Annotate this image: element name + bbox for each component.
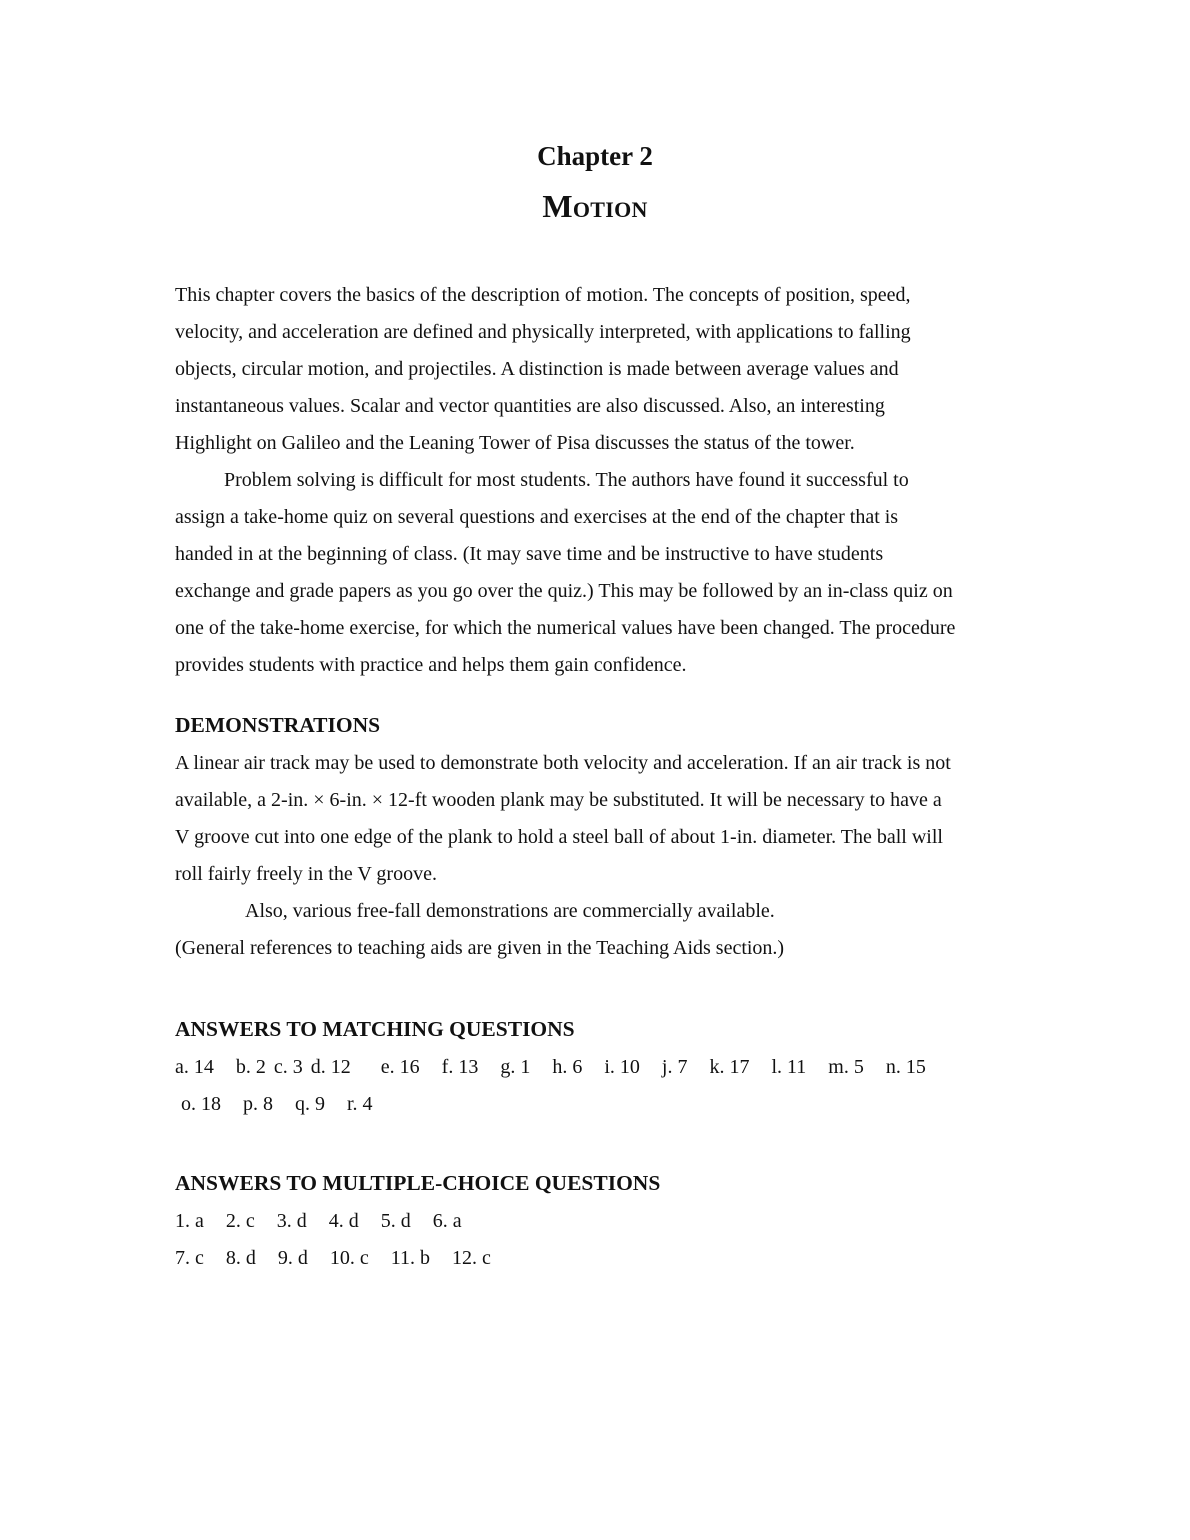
demonstrations-paragraph-1 [175,745,1025,893]
text-line: available, a 2-in. × 6-in. × 12-ft wooden plank may be substituted. It will be necessary to have a [175,789,942,811]
answer-item: b. 2 [235,1056,266,1078]
intro-paragraph-2 [175,462,1025,684]
answer-item: 4. d [328,1210,359,1232]
answer-item: 2. c [225,1210,255,1232]
answer-item: q. 9 [295,1093,325,1115]
answer-item: 12. c [452,1247,491,1269]
text-line: provides students with practice and helps them gain confidence. [175,654,687,676]
answer-item: 6. a [432,1210,462,1232]
matching-answers-heading: ANSWERS TO MATCHING QUESTIONS [175,1017,575,1041]
intro-paragraph-1 [175,277,1025,462]
answer-item: n. 15 [885,1056,926,1078]
text-line: objects, circular motion, and projectiles. A distinction is made between average values and [175,358,899,380]
answer-item: 9. d [277,1247,308,1269]
text-line: V groove cut into one edge of the plank to hold a steel ball of about 1-in. diameter. The ball will [175,826,943,848]
chapter-title: Motion [542,188,648,224]
answer-item: m. 5 [828,1056,864,1078]
answer-item: p. 8 [243,1093,273,1115]
chapter-number: Chapter 2 [537,141,653,171]
answer-item: e. 16 [380,1056,420,1078]
text-line: roll fairly freely in the V groove. [175,863,437,885]
answer-item: 11. b [390,1247,431,1269]
demonstrations-paragraph-2: Also, various free-fall demonstrations are commercially available. [245,900,775,922]
answer-item: l. 11 [771,1056,807,1078]
matching-answers-row-1 [175,1049,1025,1086]
answer-item: h. 6 [552,1056,583,1078]
answer-item: 3. d [276,1210,307,1232]
demonstrations-paragraph-3: (General references to teaching aids are given in the Teaching Aids section.) [175,937,785,959]
answer-item: 10. c [329,1247,369,1269]
answer-item: 5. d [380,1210,411,1232]
text-line: instantaneous values. Scalar and vector quantities are also discussed. Also, an interesting [175,395,885,417]
text-line: one of the take-home exercise, for which the numerical values have been changed. The procedure [175,617,956,639]
answer-item: d. 12 [310,1056,351,1078]
text-line: assign a take-home quiz on several questions and exercises at the end of the chapter that is [175,506,899,528]
text-line: Highlight on Galileo and the Leaning Tower of Pisa discusses the status of the tower. [175,432,855,454]
matching-answers [175,1049,1025,1123]
demonstrations-section [175,745,1025,967]
answer-item: i. 10 [604,1056,640,1078]
answer-item: f. 13 [441,1056,479,1078]
multiple-choice-row-2 [175,1240,1025,1277]
answer-item: 7. c [175,1247,204,1269]
intro-section [175,277,1025,684]
text-line: Problem solving is difficult for most students. The authors have found it successful to [224,469,909,491]
text-line: A linear air track may be used to demonstrate both velocity and acceleration. If an air track is not [175,752,951,774]
multiple-choice-answers-heading: ANSWERS TO MULTIPLE-CHOICE QUESTIONS [175,1171,661,1195]
multiple-choice-answers [175,1203,1025,1277]
matching-answers-row-2 [175,1086,1025,1123]
answer-item: a. 14 [175,1056,214,1078]
text-line: handed in at the beginning of class. (It may save time and be instructive to have students [175,543,884,565]
answer-item: k. 17 [709,1056,750,1078]
answer-item: 1. a [175,1210,204,1232]
demonstrations-heading: DEMONSTRATIONS [175,713,381,737]
text-line: exchange and grade papers as you go over the quiz.) This may be followed by an in-class quiz on [175,580,953,602]
text-line: This chapter covers the basics of the description of motion. The concepts of position, speed, [175,284,911,306]
answer-item: 8. d [225,1247,256,1269]
answer-item: j. 7 [661,1056,688,1078]
answer-item: r. 4 [347,1093,373,1115]
text-line: velocity, and acceleration are defined and physically interpreted, with applications to falling [175,321,911,343]
answer-item: c. 3 [273,1056,303,1078]
answer-item: g. 1 [500,1056,531,1078]
multiple-choice-row-1 [175,1203,1025,1240]
answer-item: o. 18 [181,1093,221,1115]
